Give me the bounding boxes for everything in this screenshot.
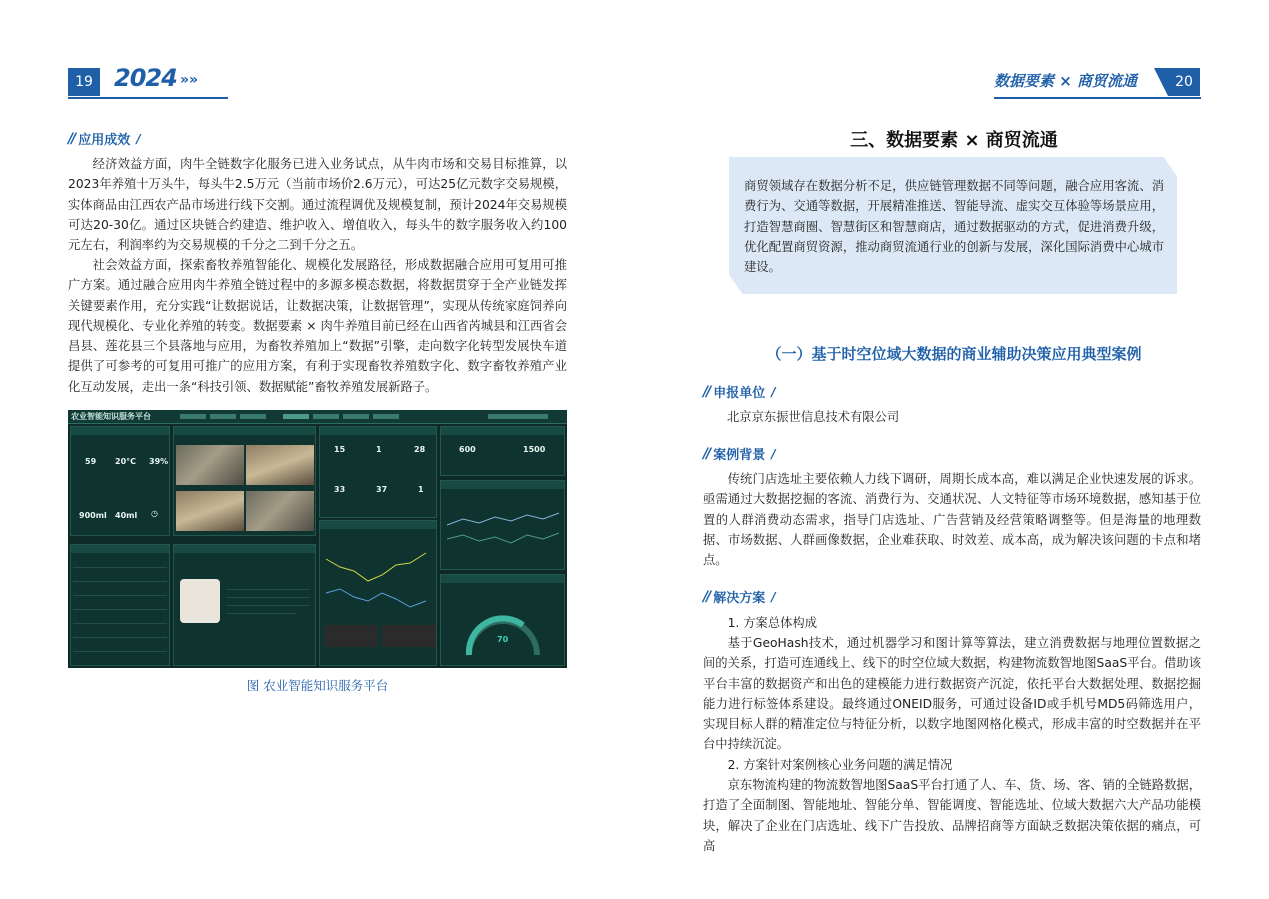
- dashboard-datetime: [488, 414, 548, 419]
- left-header-rule: [68, 97, 228, 99]
- dashboard-tab: [240, 414, 266, 419]
- case-title: （一）基于时空位域大数据的商业辅助决策应用典型案例: [766, 345, 1142, 363]
- paragraph-social: 社会效益方面，探索畜牧养殖智能化、规模化发展路径，形成数据融合应用可复用可推广方案。通过融合应用肉牛养殖全链过程中的多源多模态数据，将数据贯穿于全产业链发挥关键要素作用，充分实践“让数据说话，让数据决策，让数据管理”，实现从传统家庭饲养向现代规模化、专业化养殖的转变。数据要素 × 肉牛养殖目前已经在山西省芮城县和江西省会昌县、莲花县三个县落地与应用，为畜牧养殖加上“数据”引擎，走向数字化转型发展快车道提供了可参考的可复用可推广的应用方案，有利于实现畜牧养殖数字化、数字畜牧养殖产业化互动发展，走出一条“科技引领、数据赋能”畜牧养殖发展新路子。: [68, 258, 567, 394]
- dashboard-tab: [313, 414, 339, 419]
- panel-cameras: [173, 426, 316, 536]
- summary-text: 商贸领域存在数据分析不足，供应链管理数据不同等问题，融合应用客流、消费行为、交通等数据，开展精准推送、智能导流、虚实交互体验等场景应用，打造智慧商圈、智慧街区和智慧商店，通过数据驱动的方式，促进消费升级，优化配置商贸资源，推动商贸流通行业的创新与发展，深化国际消费中心城市建设。: [744, 179, 1164, 275]
- applicant-name: 北京京东振世信息技术有限公司: [727, 410, 900, 424]
- table-row: [73, 567, 167, 568]
- dashboard-tab: [210, 414, 236, 419]
- clock-icon: ◷: [151, 509, 158, 518]
- video-thumb: [324, 625, 378, 647]
- table-row: [73, 595, 167, 596]
- panel-line-chart: [319, 520, 437, 666]
- stat-value: 15: [334, 445, 346, 454]
- gauge-icon: [441, 583, 566, 667]
- chapter-title: 三、数据要素 × 商贸流通: [850, 130, 1058, 151]
- table-row: [73, 609, 167, 610]
- right-page-number: 20: [1168, 68, 1200, 96]
- panel-header: [320, 427, 436, 435]
- line-chart-graphic: [320, 535, 438, 625]
- paragraph-solution-1: 基于GeoHash技术，通过机器学习和图计算等算法，建立消费数据与地理位置数据之间的关系，打造可连通线上、线下的时空位域大数据，构建物流数智地图SaaS平台。借助该平台丰富的数据资产和出色的建模能力进行数据资产沉淀，依托平台大数据处理、数据挖掘能力进行标签体系建设。最终通过ONEID服务，可通过设备ID或手机号MD5码筛选用户，实现目标人群的精准定位与特征分析，以数字地图网格化模式，形成丰富的时空数据并在平台中持续沉淀。: [703, 636, 1201, 752]
- section-label-text: 解决方案: [713, 591, 766, 606]
- slash-icon: /: [136, 131, 141, 146]
- panel-header: [174, 545, 315, 553]
- panel-header: [71, 545, 169, 553]
- paragraph-economic: 经济效益方面，肉牛全链数字化服务已进入业务试点，从牛肉市场和交易目标推算，以2023年养殖十万头牛，每头牛2.5万元（当前市场价2.6万元），可达25亿元数字交易规模，实体商品由江西农产品市场进行线下交割。通过流程调优及规模复制，预计2024年交易规模可达20-30亿。通过区块链合约建造、维护收入、增值收入，每头牛的数字服务收入约100元左右，利润率约为交易规模的千分之二到千分之五。: [68, 157, 567, 253]
- text-line: [226, 613, 296, 614]
- camera-feed: [246, 491, 314, 531]
- panel-trend: [440, 480, 565, 570]
- text-line: [226, 597, 310, 598]
- double-slash-icon: //: [68, 130, 75, 147]
- panel-header: [71, 427, 169, 435]
- panel-header: [320, 521, 436, 529]
- dashboard-tab: [343, 414, 369, 419]
- year-arrows-icon: »»: [180, 72, 199, 88]
- gauge-value: 70: [497, 635, 509, 644]
- expert-avatar: [180, 579, 220, 623]
- panel-production: [319, 426, 437, 518]
- slash-icon: /: [771, 384, 776, 399]
- panel-header: [174, 427, 315, 435]
- right-header-title: 数据要素 × 商贸流通: [994, 72, 1138, 90]
- dashboard-tab: [180, 414, 206, 419]
- video-thumb: [382, 625, 436, 647]
- panel-expert: [173, 544, 316, 666]
- double-slash-icon: //: [703, 445, 710, 462]
- section-label-solution: [703, 587, 776, 606]
- double-slash-icon: //: [703, 588, 710, 605]
- table-row: [73, 637, 167, 638]
- dashboard-title: 农业智能知识服务平台: [71, 412, 151, 421]
- panel-header: [441, 427, 564, 435]
- left-page-number: 19: [68, 68, 100, 96]
- section-label-results: [68, 129, 141, 148]
- camera-feed: [176, 445, 244, 485]
- stat-value: 1: [376, 445, 382, 454]
- camera-feed: [176, 491, 244, 531]
- stat-value: 1500: [523, 445, 546, 454]
- stat-value: 600: [459, 445, 476, 454]
- section-label-text: 案例背景: [713, 448, 766, 463]
- camera-feed: [246, 445, 314, 485]
- table-row: [73, 623, 167, 624]
- solution-heading-1: 1. 方案总体构成: [727, 616, 818, 630]
- section-label-applicant: [703, 382, 776, 401]
- stat-value: 33: [334, 485, 346, 494]
- stat-value: 1: [418, 485, 424, 494]
- section-label-text: 应用成效: [78, 133, 131, 148]
- header-triangle-icon: [1154, 68, 1168, 96]
- slash-icon: /: [771, 446, 776, 461]
- stat-value: 39%: [149, 457, 169, 466]
- stat-value: 28: [414, 445, 426, 454]
- dashboard-tab-active: [283, 414, 309, 419]
- section-label-text: 申报单位: [713, 386, 766, 401]
- slash-icon: /: [771, 589, 776, 604]
- section-label-background: [703, 444, 776, 463]
- panel-credit: [440, 574, 565, 666]
- dashboard-tab: [373, 414, 399, 419]
- dashboard-screenshot: [68, 410, 567, 668]
- stat-value: 40ml: [115, 511, 138, 520]
- stat-value: 59: [85, 457, 97, 466]
- stat-value: 37: [376, 485, 388, 494]
- text-line: [226, 589, 310, 590]
- panel-header: [441, 481, 564, 489]
- right-header-rule: [994, 97, 1201, 99]
- stat-value: 20°C: [115, 457, 137, 466]
- panel-header: [441, 575, 564, 583]
- paragraph-solution-2: 京东物流构建的物流数智地图SaaS平台打通了人、车、货、场、客、销的全链路数据，打造了全面制图、智能地址、智能分单、智能调度、智能选址、位域大数据六大产品功能模块，解决了企业在门店选址、线下广告投放、品牌招商等方面缺乏数据决策依据的痛点，可高: [703, 778, 1201, 853]
- panel-overview: [70, 426, 170, 536]
- year-logo: 2024: [114, 64, 177, 92]
- panel-cattle-table: [70, 544, 170, 666]
- table-row: [73, 651, 167, 652]
- panel-sales: [440, 426, 565, 476]
- text-line: [226, 605, 310, 606]
- table-row: [73, 581, 167, 582]
- double-slash-icon: //: [703, 383, 710, 400]
- dashboard-topbar: [68, 410, 567, 424]
- trend-chart-graphic: [441, 495, 566, 565]
- figure-caption: 图 农业智能知识服务平台: [246, 678, 389, 693]
- paragraph-background: 传统门店选址主要依赖人力线下调研，周期长成本高，难以满足企业快速发展的诉求。亟需通过大数据挖掘的客流、消费行为、交通状况、人文特征等市场环境数据，感知基于位置的人群消费动态需求，指导门店选址、广告营销及经营策略调整等。但是海量的地理数据、市场数据、人群画像数据，企业难获取、时效差、成本高，成为解决该问题的卡点和堵点。: [703, 472, 1201, 568]
- solution-heading-2: 2. 方案针对案例核心业务问题的满足情况: [727, 758, 953, 772]
- stat-value: 900ml: [79, 511, 107, 520]
